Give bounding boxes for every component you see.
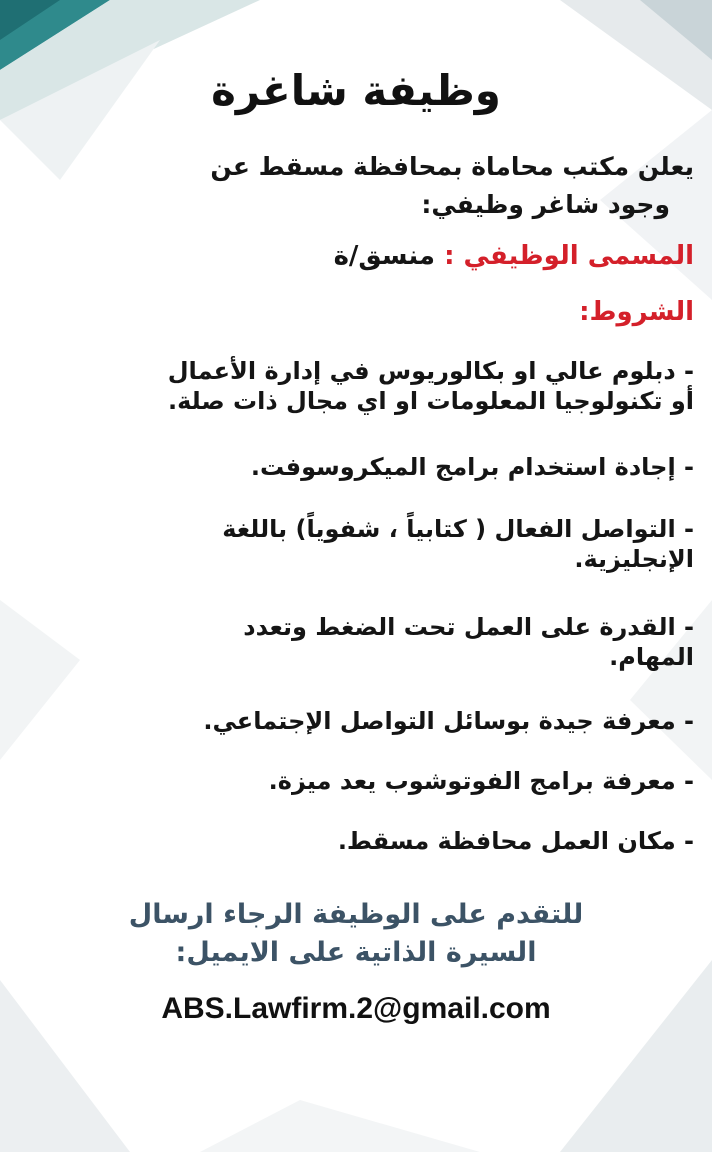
requirement-item	[34, 356, 694, 416]
requirement-item	[34, 612, 694, 672]
requirement-item	[34, 452, 694, 482]
requirement-line: - التواصل الفعال ( كتابياً ، شفوياً) باللغة	[222, 515, 694, 543]
requirement-line: - دبلوم عالي او بكالوريوس في إدارة الأعمال	[167, 357, 694, 385]
requirement-line: أو تكنولوجيا المعلومات او اي مجال ذات صلة.	[168, 387, 694, 415]
requirement-line: - معرفة جيدة بوسائل التواصل الإجتماعي.	[203, 707, 694, 735]
requirement-line: - القدرة على العمل تحت الضغط وتعدد	[243, 613, 694, 641]
requirement-line: - إجادة استخدام برامج الميكروسوفت.	[250, 453, 694, 481]
intro-line: وجود شاغر وظيفي:	[421, 190, 670, 219]
apply-instructions	[0, 896, 712, 972]
requirement-item	[34, 826, 694, 856]
page-title: وظيفة شاغرة	[211, 66, 501, 115]
contact-email[interactable]: ABS.Lawfirm.2@gmail.com	[161, 992, 551, 1025]
job-title-label: المسمى الوظيفي :	[444, 241, 694, 271]
requirement-line: المهام.	[609, 643, 694, 671]
requirement-item	[34, 766, 694, 796]
requirement-line: - مكان العمل محافظة مسقط.	[337, 827, 694, 855]
intro-text	[134, 148, 694, 224]
conditions-heading: الشروط:	[579, 297, 694, 327]
apply-line: للتقدم على الوظيفة الرجاء ارسال	[128, 899, 584, 930]
intro-line: يعلن مكتب محاماة بمحافظة مسقط عن	[210, 152, 694, 181]
requirement-item	[34, 514, 694, 574]
job-title-value: منسق/ة	[333, 241, 436, 271]
requirement-line: الإنجليزية.	[574, 545, 694, 573]
requirement-line: - معرفة برامج الفوتوشوب يعد ميزة.	[268, 767, 694, 795]
apply-line: السيرة الذاتية على الايميل:	[175, 937, 537, 968]
requirement-item	[34, 706, 694, 736]
job-title-line	[54, 236, 694, 276]
